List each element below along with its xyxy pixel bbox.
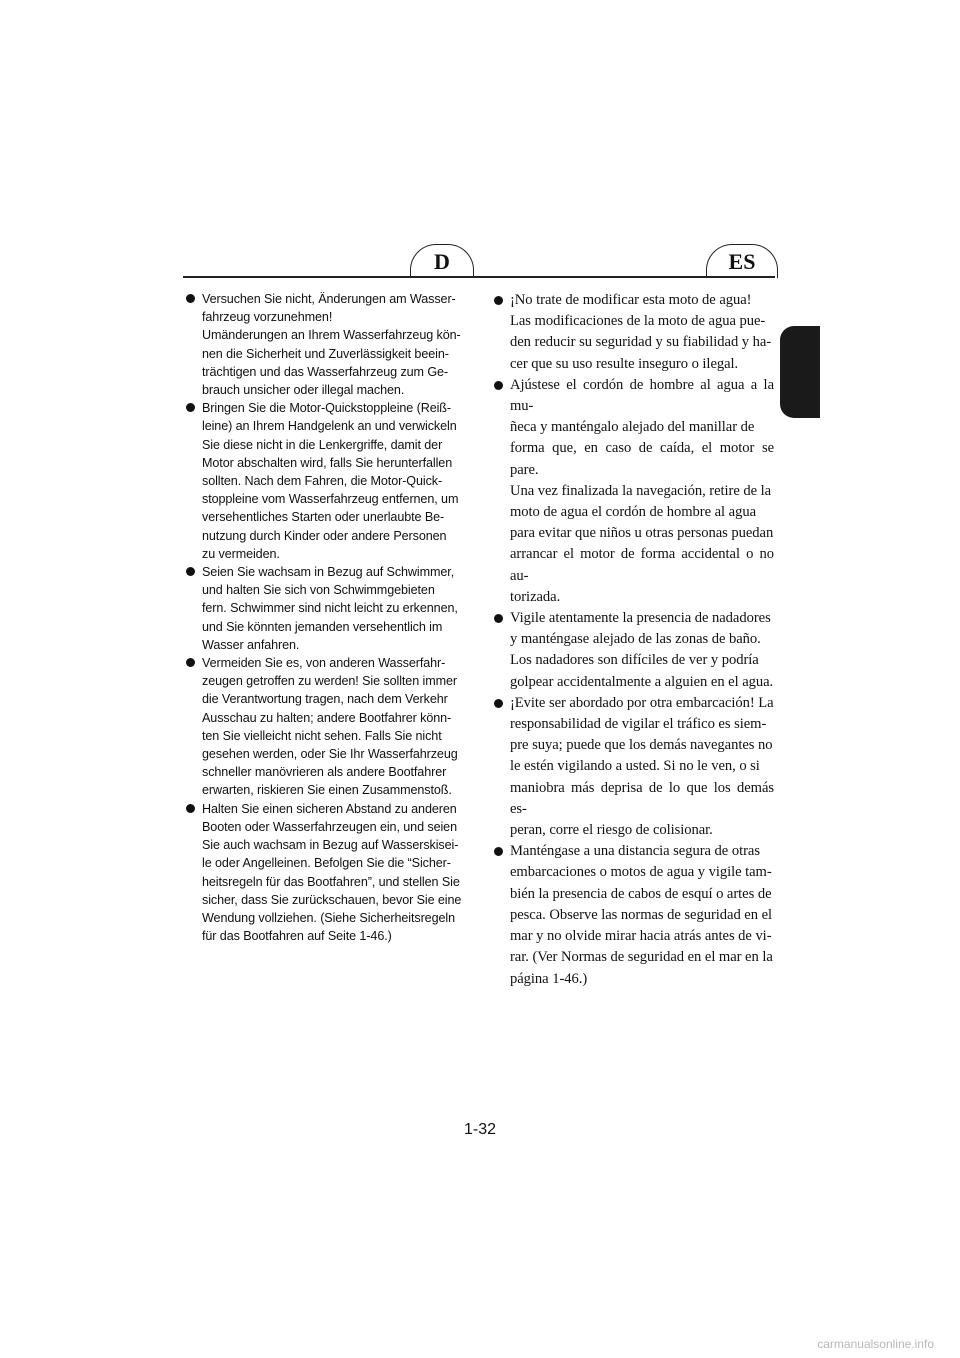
text-line: le estén vigilando a usted. Si no le ven, o si (510, 758, 760, 775)
text-line: rar. (Ver Normas de seguridad en el mar en la (510, 949, 773, 966)
bullet-item (494, 290, 774, 375)
text-line: y manténgase alejado de las zonas de baño. (510, 631, 761, 648)
text-line: forma que, en caso de caída, el motor se pare. (510, 440, 774, 478)
text-line: le oder Angelleinen. Befolgen Sie die “Sicher- (202, 856, 451, 871)
language-badge-spanish: ES (706, 244, 778, 278)
text-line: ñeca y manténgalo alejado del manillar de (510, 419, 755, 436)
text-line: den reducir su seguridad y su fiabilidad y ha- (510, 334, 772, 351)
text-line: und Sie könnten jemanden versehentlich im (202, 619, 443, 634)
bullet-item (186, 290, 468, 399)
bullet-icon (494, 614, 503, 623)
text-line: stoppleine vom Wasserfahrzeug entfernen, um (202, 492, 459, 507)
text-line: Bringen Sie die Motor-Quickstoppleine (Reiß- (202, 401, 451, 416)
text-line: leine) an Ihrem Handgelenk an und verwickeln (202, 419, 457, 434)
text-line: sicher, dass Sie zurückschauen, bevor Sie eine (202, 892, 462, 907)
text-line: ten Sie vielleicht nicht sehen. Falls Sie nicht (202, 728, 442, 743)
text-line: pre suya; puede que los demás navegantes no (510, 737, 773, 754)
text-line: embarcaciones o motos de agua y vigile tam- (510, 864, 772, 881)
text-line: fern. Schwimmer sind nicht leicht zu erkennen, (202, 601, 458, 616)
page-number: 1-32 (463, 1121, 497, 1138)
text-line: responsabilidad de vigilar el tráfico es siem- (510, 716, 767, 733)
text-line: Motor abschalten wird, falls Sie herunterfallen (202, 455, 453, 470)
text-line: Una vez finalizada la navegación, retire de la (510, 482, 772, 499)
text-line: für das Bootfahren auf Seite 1-46.) (202, 929, 392, 944)
text-line: página 1-46.) (510, 970, 588, 987)
bullet-item (186, 563, 468, 654)
text-line: versehentliches Starten oder unerlaubte Be- (202, 510, 445, 525)
text-line: Vigile atentamente la presencia de nadadores (510, 610, 771, 627)
bullet-item (186, 654, 468, 800)
text-line: schneller manövrieren als andere Bootfahrer (202, 765, 447, 780)
text-line: Versuchen Sie nicht, Änderungen am Wasser- (202, 292, 456, 306)
german-column (186, 290, 468, 945)
bullet-icon (494, 847, 503, 856)
bullet-icon (186, 403, 195, 412)
text-line: moto de agua el cordón de hombre al agua (510, 504, 757, 521)
text-line: Ausschau zu halten; andere Bootfahrer könn- (202, 710, 452, 725)
text-line: ¡Evite ser abordado por otra embarcación! La (510, 694, 774, 711)
text-line: ¡No trate de modificar esta moto de agua! (510, 292, 752, 308)
text-line: Booten oder Wasserfahrzeugen ein, und seien (202, 819, 457, 834)
text-line: Halten Sie einen sicheren Abstand zu anderen (202, 801, 457, 816)
text-line: Vermeiden Sie es, von anderen Wasserfahr- (202, 656, 446, 671)
text-line: bién la presencia de cabos de esquí o artes de (510, 885, 772, 902)
text-line: erwarten, riskieren Sie einen Zusammenstoß. (202, 783, 452, 798)
watermark: carmanualsonline.info (817, 1337, 934, 1351)
bullet-icon (186, 294, 195, 303)
text-line: zeugen getroffen zu werden! Sie sollten immer (202, 674, 457, 689)
text-line: Manténgase a una distancia segura de otras (510, 843, 760, 860)
bullet-icon (186, 567, 195, 576)
text-line: Sie auch wachsam in Bezug auf Wasserskisei- (202, 838, 459, 853)
text-line: Sie diese nicht in die Lenkergriffe, damit der (202, 437, 443, 452)
text-line: brauch unsicher oder illegal machen. (202, 383, 405, 398)
text-line: Wasser anfahren. (202, 637, 300, 652)
bullet-item (186, 800, 468, 946)
text-line: Ajústese el cordón de hombre al agua a la mu- (510, 376, 774, 415)
bullet-item (494, 841, 774, 989)
text-line: heitsregeln für das Bootfahren”, und stellen Sie (202, 874, 460, 889)
text-line: zu vermeiden. (202, 546, 280, 561)
text-line: gesehen werden, oder Sie Ihr Wasserfahrzeug (202, 747, 458, 762)
text-line: mar y no olvide mirar hacia atrás antes de vi- (510, 928, 772, 945)
bullet-item (494, 608, 774, 693)
text-line: Seien Sie wachsam in Bezug auf Schwimmer, (202, 565, 455, 580)
text-line: para evitar que niños u otras personas puedan (510, 525, 774, 542)
text-line: Los nadadores son difíciles de ver y podría (510, 652, 759, 669)
text-line: die Verantwortung tragen, nach dem Verkehr (202, 692, 448, 707)
text-line: golpear accidentalmente a alguien en el agua. (510, 673, 774, 690)
bullet-item (494, 375, 774, 608)
text-line: cer que su uso resulte inseguro o ilegal. (510, 355, 739, 372)
header-rule (183, 276, 775, 278)
text-line: trächtigen und das Wasserfahrzeug zum Ge- (202, 364, 449, 379)
text-line: pesca. Observe las normas de seguridad en el (510, 906, 773, 923)
text-line: Wendung vollziehen. (Siehe Sicherheitsregeln (202, 910, 455, 925)
text-line: maniobra más deprisa de lo que los demás es- (510, 779, 774, 817)
bullet-item (494, 693, 774, 841)
text-line: peran, corre el riesgo de colisionar. (510, 822, 713, 839)
text-line: fahrzeug vorzunehmen! (202, 310, 333, 325)
text-line: Umänderungen an Ihrem Wasserfahrzeug kön- (202, 328, 461, 343)
bullet-icon (494, 699, 503, 708)
text-line: nen die Sicherheit und Zuverlässigkeit beein- (202, 346, 449, 361)
language-badge-german: D (410, 244, 474, 278)
bullet-icon (186, 804, 195, 813)
text-line: und halten Sie sich von Schwimmgebieten (202, 583, 435, 598)
text-line: nutzung durch Kinder oder andere Personen (202, 528, 447, 543)
text-line: torizada. (510, 588, 561, 605)
bullet-icon (494, 296, 503, 305)
text-line: sollten. Nach dem Fahren, die Motor-Quick- (202, 474, 443, 489)
chapter-side-tab (780, 326, 820, 418)
spanish-column (494, 290, 774, 990)
text-line: arrancar el motor de forma accidental o no au- (510, 546, 774, 584)
bullet-icon (186, 658, 195, 667)
bullet-icon (494, 381, 503, 390)
bullet-item (186, 399, 468, 563)
text-line: Las modificaciones de la moto de agua pue- (510, 313, 766, 330)
